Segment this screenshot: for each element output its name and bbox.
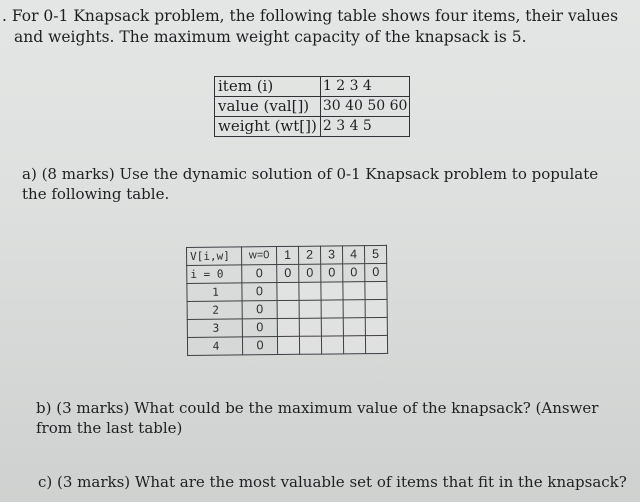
question-c-line-1: c) (3 marks) What are the most valuable set of items that fit in the knapsack? [38, 473, 627, 491]
dp-row-0 [187, 263, 387, 283]
dp-empty-cell [277, 282, 299, 300]
dp-row-label: 2 [187, 301, 242, 320]
intro-line-1: . For 0-1 Knapsack problem, the following table shows four items, their values [2, 7, 619, 25]
question-b-line-2: from the last table) [36, 419, 183, 437]
intro-line-2: and weights. The maximum weight capacity of the knapsack is 5. [14, 28, 527, 46]
items-values-weight: 2 3 4 5 [320, 117, 410, 137]
dp-empty-cell [277, 318, 299, 336]
dp-empty-cell [299, 318, 321, 336]
dp-cell: 0 [242, 283, 277, 301]
dp-row-label: 3 [187, 319, 242, 338]
dp-empty-cell [365, 281, 387, 299]
question-a-line-2: the following table. [22, 185, 170, 203]
dp-empty-cell [365, 299, 387, 317]
dp-cell: 0 [299, 264, 321, 282]
items-label-item: item (i) [215, 77, 321, 97]
dp-row-4 [187, 335, 387, 355]
dp-cell: 0 [343, 264, 365, 282]
dp-empty-cell [299, 336, 321, 354]
items-row-value [215, 97, 410, 117]
dp-cell: 0 [321, 264, 343, 282]
dp-header-col: 3 [320, 246, 342, 264]
items-values-item: 1 2 3 4 [320, 77, 410, 97]
dp-cell: 0 [277, 264, 299, 282]
dp-header-col: 5 [364, 245, 386, 263]
dp-empty-cell [277, 336, 299, 354]
dp-row-label: 4 [187, 337, 242, 356]
dp-row-label: 1 [187, 283, 242, 302]
problem-intro [2, 6, 632, 48]
dp-header-w0: w=0 [242, 247, 277, 265]
items-row-weight [215, 117, 410, 137]
dp-empty-cell [343, 336, 365, 354]
dp-cell: 0 [242, 319, 277, 337]
dp-cell: 0 [242, 265, 277, 283]
items-label-weight: weight (wt[]) [215, 117, 321, 137]
dp-header-label: V[i,w] [187, 247, 242, 266]
items-values-value: 30 40 50 60 [320, 97, 410, 117]
dp-row-label: i = 0 [187, 265, 242, 284]
dp-header-col: 1 [277, 246, 299, 264]
dp-cell: 0 [242, 337, 277, 355]
dp-empty-cell [365, 335, 387, 353]
question-a-line-1: a) (8 marks) Use the dynamic solution of 0-1 Knapsack problem to populate [22, 165, 599, 183]
dp-empty-cell [299, 300, 321, 318]
question-b-line-1: b) (3 marks) What could be the maximum value of the knapsack? (Answer [36, 399, 599, 417]
dp-header-col: 4 [342, 246, 364, 264]
dp-header-row [187, 245, 387, 265]
question-a [22, 164, 622, 204]
dp-empty-cell [321, 300, 343, 318]
dp-empty-cell [321, 318, 343, 336]
dp-empty-cell [321, 282, 343, 300]
items-label-value: value (val[]) [215, 97, 321, 117]
dp-table [186, 245, 388, 356]
dp-empty-cell [343, 300, 365, 318]
question-b [36, 398, 598, 438]
dp-cell: 0 [242, 301, 277, 319]
dp-empty-cell [277, 300, 299, 318]
dp-row-2 [187, 299, 387, 319]
dp-empty-cell [299, 282, 321, 300]
dp-cell: 0 [365, 263, 387, 281]
dp-empty-cell [343, 282, 365, 300]
dp-empty-cell [343, 318, 365, 336]
dp-empty-cell [365, 317, 387, 335]
items-table [214, 76, 410, 137]
dp-row-1 [187, 281, 387, 301]
items-row-item [215, 77, 410, 97]
question-c [38, 472, 627, 492]
dp-empty-cell [321, 336, 343, 354]
dp-header-col: 2 [298, 246, 320, 264]
dp-row-3 [187, 317, 387, 337]
